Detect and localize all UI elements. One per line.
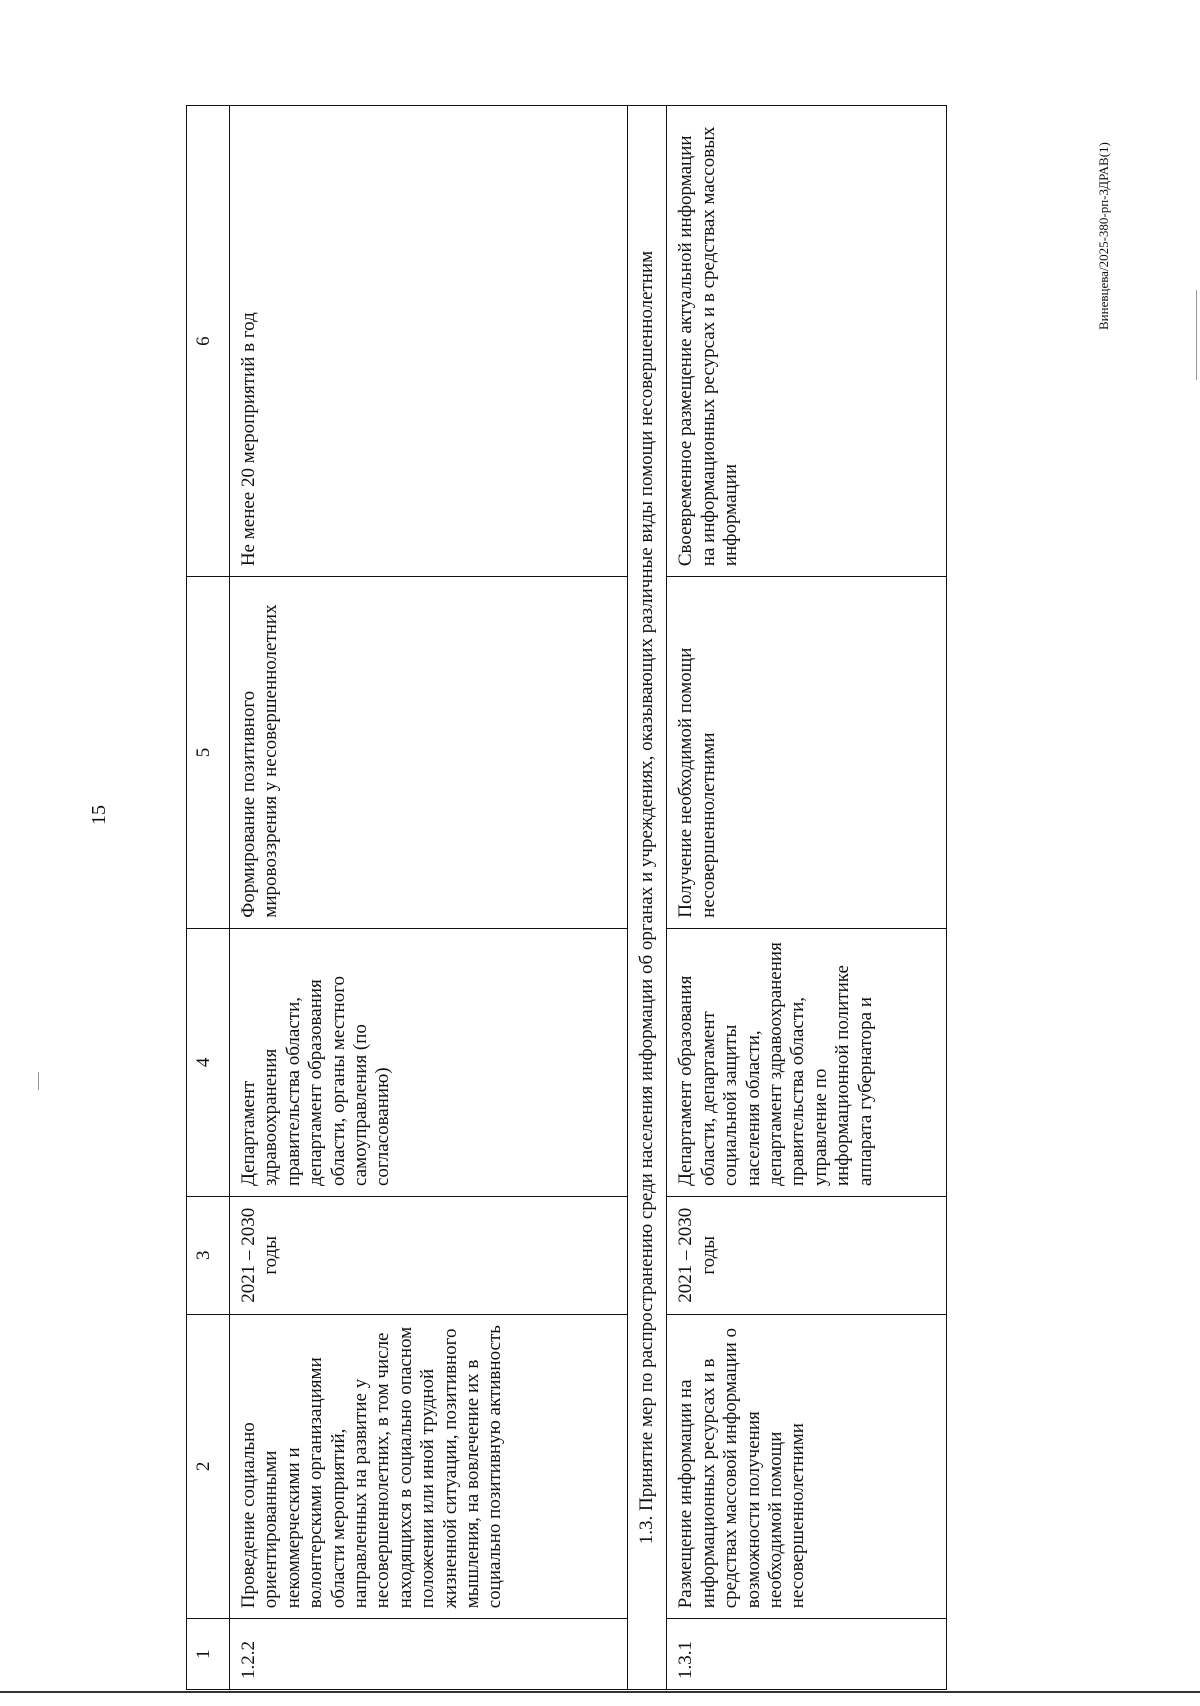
row-period: 2021 – 2030 годы <box>667 1197 947 1315</box>
section-row <box>628 106 667 1690</box>
table-row <box>667 106 947 1690</box>
row-number: 1.2.2 <box>230 1619 628 1690</box>
row-executors: Департамент здравоохранения правительства области, департамент образования области, органы местного самоуправления (по согласованию) <box>230 928 628 1196</box>
section-title: 1.3. Принятие мер по распространению среди населения информации об органах и учреждениях, оказывающих различные виды помощи несовершеннолетним <box>628 106 667 1690</box>
document-code: Виневцева/2025-380-рп-ЗДРАВ(1) <box>1096 142 1111 330</box>
header-col-3: 3 <box>187 1197 230 1315</box>
row-activity: Размещение информации на информационных ресурсах и в средствах массовой информации о возможности получения необходимой помощи несовершеннолетними <box>667 1314 947 1619</box>
row-activity: Проведение социально ориентированными некоммерческими и волонтерскими организациями области мероприятий, направленных на развитие у несовершеннолетних, в том числе находящихся в социально опасном положении или иной трудной жизненной ситуации, позитивного мышления, на вовлечение их в социально позитивную активность <box>230 1314 628 1619</box>
activities-table <box>186 105 947 1690</box>
scan-mark-right <box>1196 290 1197 380</box>
row-result: Формирование позитивного мировоззрения у несовершеннолетних <box>230 577 628 929</box>
table-row <box>230 106 628 1690</box>
row-period: 2021 – 2030 годы <box>230 1197 628 1315</box>
header-col-6: 6 <box>187 106 230 577</box>
rotated-table-container <box>186 105 1051 1690</box>
header-col-5: 5 <box>187 577 230 929</box>
scan-bottom-edge <box>0 1691 1200 1693</box>
row-indicator: Не менее 20 мероприятий в год <box>230 106 628 577</box>
row-result: Получение необходимой помощи несовершеннолетними <box>667 577 947 929</box>
header-col-4: 4 <box>187 928 230 1196</box>
header-col-1: 1 <box>187 1619 230 1690</box>
row-executors: Департамент образования области, департамент социальной защиты населения области, департамент здравоохранения правительства области, управление по информационной политике аппарата губернатора и <box>667 928 947 1196</box>
row-indicator: Своевременное размещение актуальной информации на информационных ресурсах и в средствах массовых информации <box>667 106 947 577</box>
row-number: 1.3.1 <box>667 1619 947 1690</box>
table-header-row <box>187 106 230 1690</box>
page-number: 15 <box>88 805 110 825</box>
header-col-2: 2 <box>187 1314 230 1619</box>
scan-mark-left <box>38 1072 39 1090</box>
